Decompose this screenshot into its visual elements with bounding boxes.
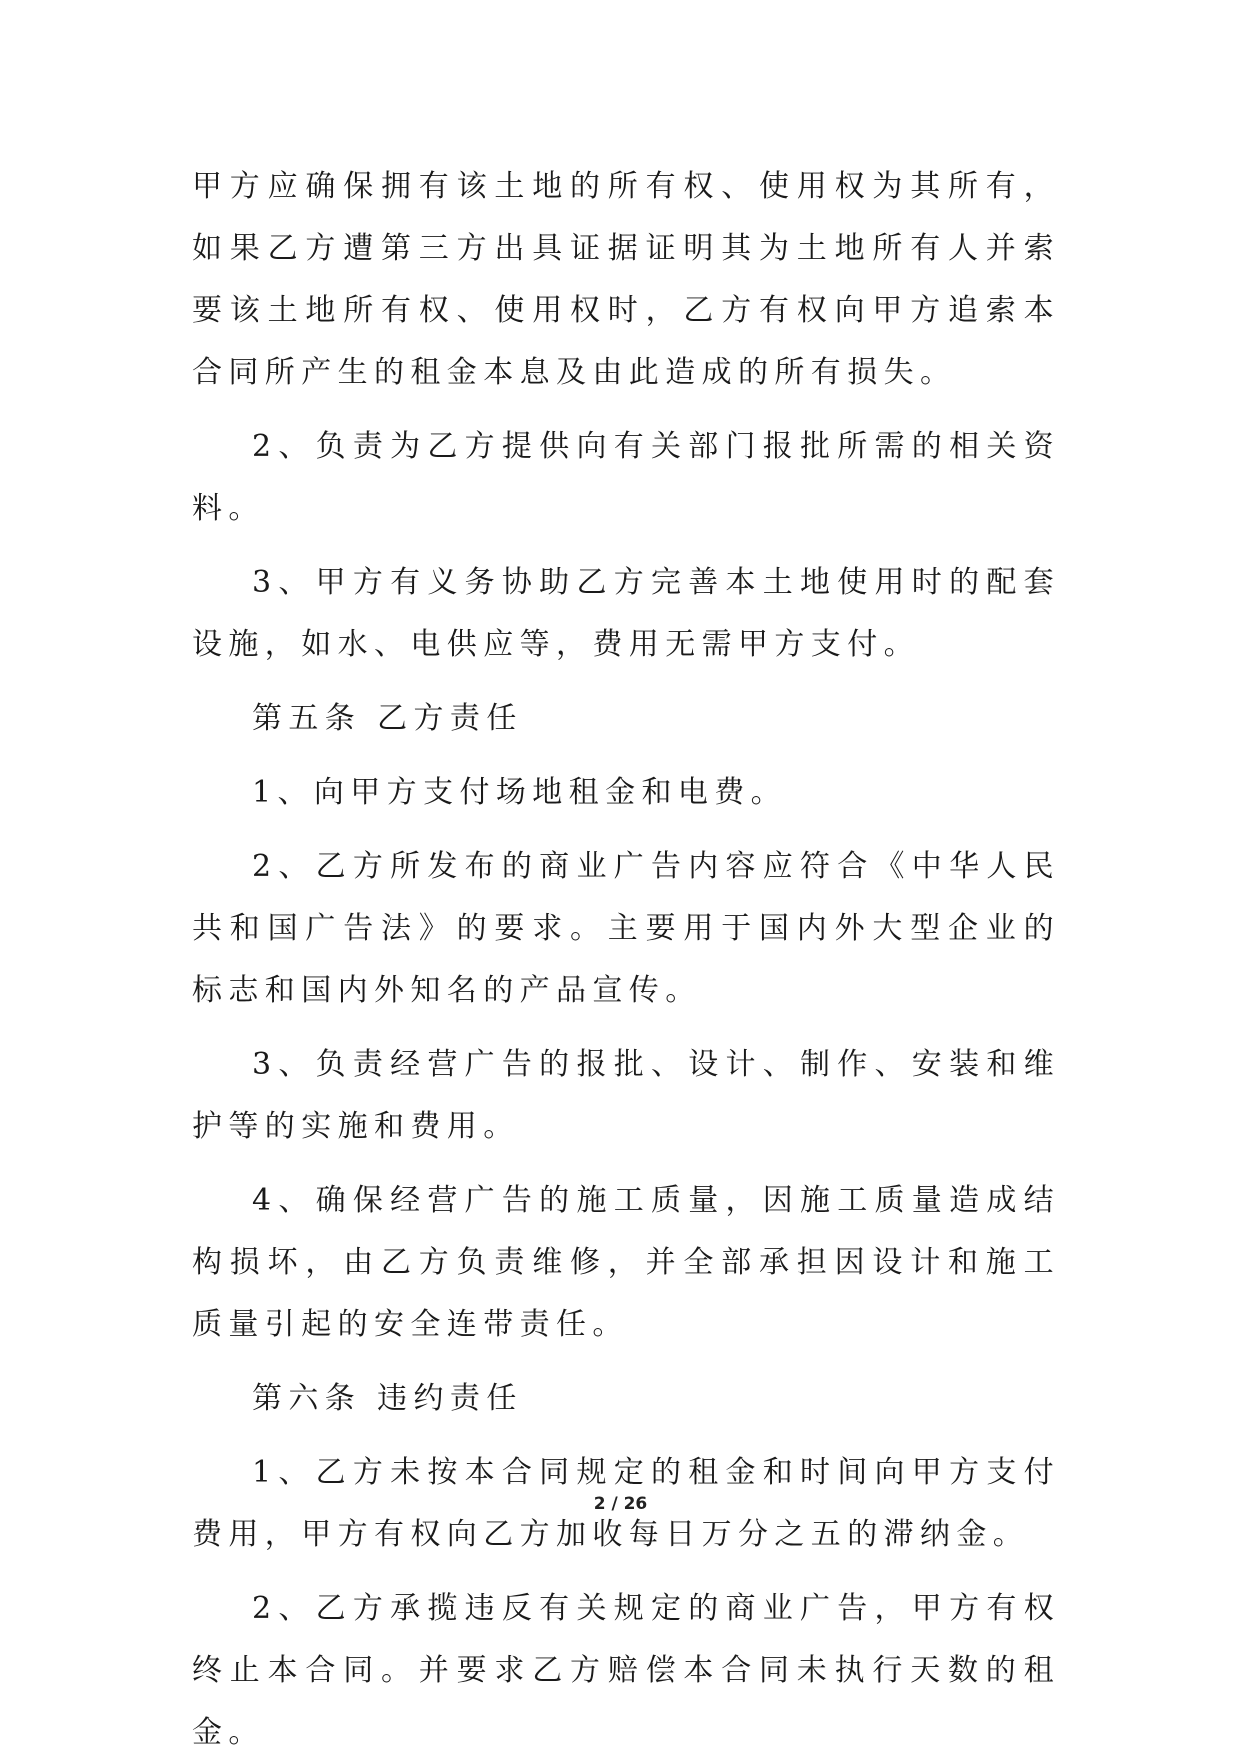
paragraph-late-fee: 1、乙方未按本合同规定的租金和时间向甲方支付费用，甲方有权向乙方加收每日万分之五的滞纳金。: [192, 1455, 1060, 1552]
section-heading-article-5: 第五条 乙方责任: [252, 701, 523, 736]
paragraph-supporting-facilities: 3、甲方有义务协助乙方完善本土地使用时的配套设施，如水、电供应等，费用无需甲方支付。: [192, 565, 1060, 662]
paragraph-land-ownership: 甲方应确保拥有该土地的所有权、使用权为其所有，如果乙方遭第三方出具证据证明其为土地所有人并索要该土地所有权、使用权时，乙方有权向甲方追索本合同所产生的租金本息及由此造成的所有损失。: [192, 169, 1060, 390]
paragraph-provide-materials: 2、负责为乙方提供向有关部门报批所需的相关资料。: [192, 429, 1060, 526]
paragraph-termination: 2、乙方承揽违反有关规定的商业广告，甲方有权终止本合同。并要求乙方赔偿本合同未执行天数的租金。: [192, 1591, 1060, 1750]
paragraph-approval-costs: 3、负责经营广告的报批、设计、制作、安装和维护等的实施和费用。: [192, 1047, 1060, 1144]
contract-body: [192, 156, 1060, 1764]
section-heading-article-6: 第六条 违约责任: [252, 1381, 523, 1416]
paragraph-pay-rent: 1、向甲方支付场地租金和电费。: [252, 775, 788, 810]
paragraph-advertising-law: 2、乙方所发布的商业广告内容应符合《中华人民共和国广告法》的要求。主要用于国内外大型企业的标志和国内外知名的产品宣传。: [192, 849, 1060, 1008]
page-number: 2 / 26: [593, 1494, 648, 1514]
paragraph-construction-quality: 4、确保经营广告的施工质量，因施工质量造成结构损坏，由乙方负责维修，并全部承担因设计和施工质量引起的安全连带责任。: [192, 1183, 1060, 1342]
